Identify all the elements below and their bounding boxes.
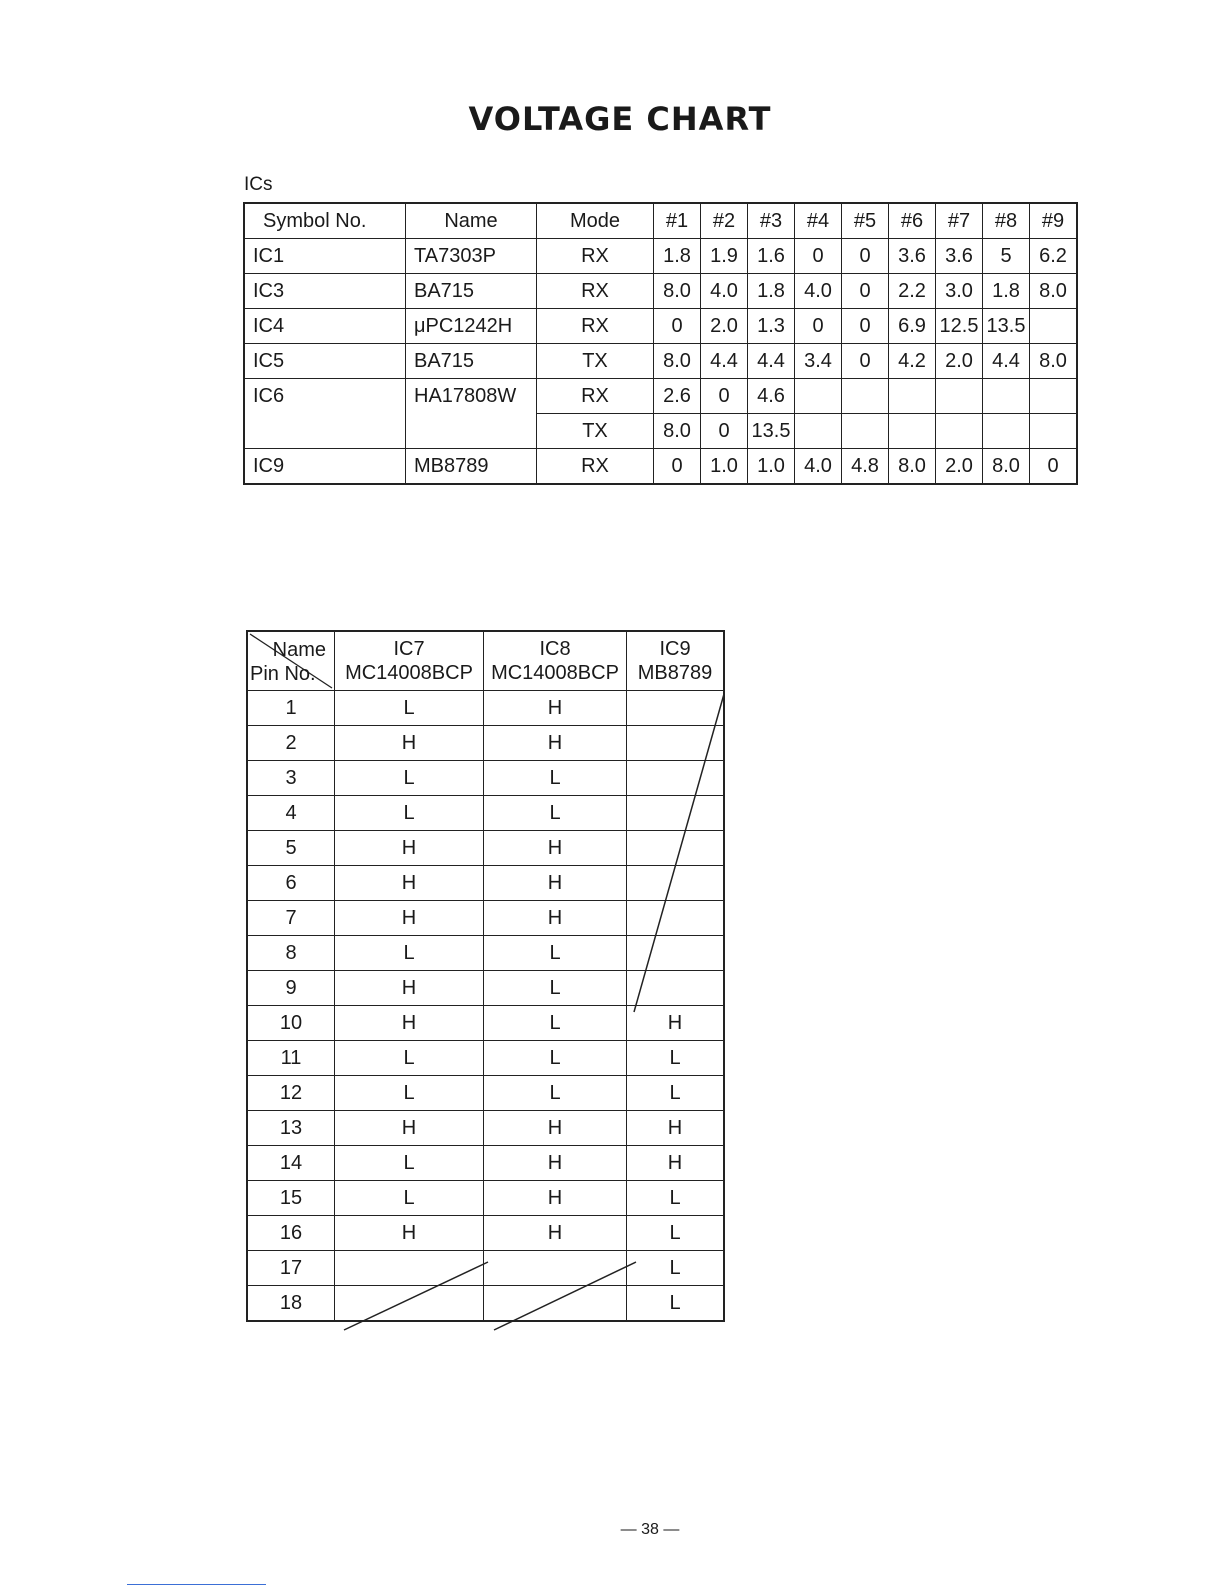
voltage-pin-cell: 0 [795, 239, 842, 274]
voltage-pin-cell [842, 414, 889, 449]
voltage-pin-cell: 3.6 [936, 239, 983, 274]
logic-pin-cell: 3 [247, 761, 335, 796]
voltage-pin-cell [983, 414, 1030, 449]
logic-ic7-cell: H [335, 971, 484, 1006]
voltage-header-cell: Mode [537, 203, 654, 239]
logic-ic8-cell: L [484, 1076, 627, 1111]
logic-column-header [335, 631, 484, 691]
logic-row [247, 1076, 724, 1111]
voltage-pin-cell: 0 [842, 309, 889, 344]
voltage-pin-cell: 4.0 [795, 449, 842, 485]
logic-ic7-cell: H [335, 901, 484, 936]
voltage-symbol-cell: IC9 [244, 449, 406, 485]
voltage-pin-cell: 0 [842, 274, 889, 309]
logic-ic9-cell: L [627, 1251, 725, 1286]
logic-ic8-cell: L [484, 796, 627, 831]
voltage-pin-cell [983, 379, 1030, 414]
voltage-name-cell [406, 414, 537, 449]
voltage-pin-cell: 1.8 [748, 274, 795, 309]
voltage-header-row [244, 203, 1077, 239]
voltage-header-cell: Name [406, 203, 537, 239]
logic-row [247, 1181, 724, 1216]
voltage-pin-cell: 8.0 [654, 344, 701, 379]
corner-name-label: Name [272, 639, 326, 661]
voltage-pin-cell [842, 379, 889, 414]
voltage-pin-cell: 6.9 [889, 309, 936, 344]
voltage-pin-cell [1030, 379, 1078, 414]
voltage-name-cell: TA7303P [406, 239, 537, 274]
logic-ic8-cell: L [484, 1041, 627, 1076]
voltage-header-cell: #2 [701, 203, 748, 239]
logic-pin-cell: 8 [247, 936, 335, 971]
column-part-label: MC14008BCP [345, 662, 473, 684]
voltage-pin-cell: 4.4 [701, 344, 748, 379]
voltage-pin-cell: 8.0 [654, 414, 701, 449]
logic-pin-cell: 18 [247, 1286, 335, 1322]
voltage-pin-cell: 8.0 [983, 449, 1030, 485]
logic-ic8-cell: L [484, 936, 627, 971]
voltage-pin-cell [936, 379, 983, 414]
voltage-pin-cell: 0 [795, 309, 842, 344]
voltage-pin-cell: 1.0 [701, 449, 748, 485]
voltage-header-cell: #4 [795, 203, 842, 239]
voltage-pin-cell: 3.6 [889, 239, 936, 274]
voltage-pin-cell: 13.5 [748, 414, 795, 449]
logic-pin-cell: 7 [247, 901, 335, 936]
voltage-pin-cell: 1.8 [654, 239, 701, 274]
voltage-pin-cell: 4.4 [983, 344, 1030, 379]
voltage-header-cell: #1 [654, 203, 701, 239]
voltage-header-cell: #5 [842, 203, 889, 239]
logic-pin-cell: 17 [247, 1251, 335, 1286]
logic-pin-cell: 15 [247, 1181, 335, 1216]
logic-ic9-cell: L [627, 1216, 725, 1251]
logic-ic8-cell: H [484, 866, 627, 901]
logic-ic8-cell: L [484, 761, 627, 796]
voltage-header-cell: Symbol No. [244, 203, 406, 239]
voltage-pin-cell: 8.0 [1030, 274, 1078, 309]
ic9-unused-diagonal [626, 692, 726, 1014]
logic-ic8-cell: H [484, 691, 627, 726]
voltage-pin-cell: 1.0 [748, 449, 795, 485]
voltage-pin-cell: 6.2 [1030, 239, 1078, 274]
voltage-row [244, 414, 1077, 449]
voltage-mode-cell: TX [537, 414, 654, 449]
logic-pin-cell: 5 [247, 831, 335, 866]
voltage-pin-cell: 0 [654, 309, 701, 344]
voltage-mode-cell: RX [537, 449, 654, 485]
corner-header-cell [247, 631, 335, 691]
logic-column-header [484, 631, 627, 691]
logic-row [247, 1146, 724, 1181]
logic-ic9-cell: L [627, 1076, 725, 1111]
voltage-row [244, 379, 1077, 414]
logic-ic9-cell: H [627, 1146, 725, 1181]
logic-ic8-cell: L [484, 1006, 627, 1041]
logic-ic8-cell: H [484, 831, 627, 866]
voltage-pin-cell: 0 [842, 344, 889, 379]
voltage-pin-cell: 4.4 [748, 344, 795, 379]
logic-ic7-cell: H [335, 726, 484, 761]
voltage-pin-cell: 4.6 [748, 379, 795, 414]
logic-ic8-cell: H [484, 901, 627, 936]
voltage-pin-cell: 4.2 [889, 344, 936, 379]
voltage-name-cell: BA715 [406, 274, 537, 309]
voltage-header-cell: #3 [748, 203, 795, 239]
logic-ic9-cell: H [627, 1111, 725, 1146]
voltage-header-cell: #8 [983, 203, 1030, 239]
logic-ic9-cell: L [627, 1041, 725, 1076]
logic-pin-cell: 1 [247, 691, 335, 726]
voltage-pin-cell [1030, 309, 1078, 344]
column-ic-label: IC7 [393, 638, 425, 660]
voltage-pin-cell: 4.0 [701, 274, 748, 309]
voltage-header-cell: #6 [889, 203, 936, 239]
voltage-row [244, 239, 1077, 274]
voltage-row [244, 344, 1077, 379]
logic-ic9-cell: L [627, 1181, 725, 1216]
voltage-name-cell: HA17808W [406, 379, 537, 414]
voltage-symbol-cell [244, 414, 406, 449]
voltage-symbol-cell: IC3 [244, 274, 406, 309]
logic-ic7-cell: L [335, 761, 484, 796]
voltage-pin-cell: 2.0 [936, 449, 983, 485]
voltage-pin-cell [795, 379, 842, 414]
voltage-pin-cell [889, 379, 936, 414]
voltage-symbol-cell: IC1 [244, 239, 406, 274]
voltage-header-cell: #9 [1030, 203, 1078, 239]
voltage-pin-cell: 2.0 [701, 309, 748, 344]
logic-pin-cell: 13 [247, 1111, 335, 1146]
voltage-table [243, 202, 1078, 485]
logic-pin-cell: 2 [247, 726, 335, 761]
voltage-pin-cell: 0 [701, 379, 748, 414]
logic-pin-cell: 4 [247, 796, 335, 831]
voltage-header-cell: #7 [936, 203, 983, 239]
column-ic-label: IC8 [539, 638, 571, 660]
voltage-pin-cell: 0 [842, 239, 889, 274]
voltage-pin-cell: 12.5 [936, 309, 983, 344]
voltage-pin-cell: 1.8 [983, 274, 1030, 309]
logic-ic7-cell: L [335, 796, 484, 831]
logic-ic7-cell: L [335, 1041, 484, 1076]
column-part-label: MB8789 [637, 662, 713, 684]
logic-pin-cell: 9 [247, 971, 335, 1006]
voltage-pin-cell [1030, 414, 1078, 449]
voltage-pin-cell: 4.0 [795, 274, 842, 309]
voltage-pin-cell: 1.9 [701, 239, 748, 274]
logic-column-header [627, 631, 725, 691]
voltage-pin-cell: 4.8 [842, 449, 889, 485]
voltage-pin-cell [889, 414, 936, 449]
voltage-row [244, 449, 1077, 485]
voltage-pin-cell: 2.0 [936, 344, 983, 379]
voltage-mode-cell: TX [537, 344, 654, 379]
logic-pin-cell: 10 [247, 1006, 335, 1041]
voltage-pin-cell: 2.6 [654, 379, 701, 414]
logic-ic8-cell: H [484, 1146, 627, 1181]
voltage-mode-cell: RX [537, 274, 654, 309]
voltage-pin-cell: 3.4 [795, 344, 842, 379]
logic-header-row [247, 631, 724, 691]
voltage-symbol-cell: IC5 [244, 344, 406, 379]
logic-ic7-cell: L [335, 691, 484, 726]
logic-ic7-cell: H [335, 1006, 484, 1041]
logic-row [247, 1111, 724, 1146]
voltage-name-cell: MB8789 [406, 449, 537, 485]
logic-ic7-cell: H [335, 1216, 484, 1251]
page-number: — 38 — [620, 1521, 680, 1538]
voltage-mode-cell: RX [537, 309, 654, 344]
logic-row [247, 1041, 724, 1076]
logic-ic7-cell: H [335, 1111, 484, 1146]
logic-ic8-cell: H [484, 1181, 627, 1216]
logic-ic8-cell: H [484, 726, 627, 761]
logic-pin-cell: 11 [247, 1041, 335, 1076]
logic-ic7-cell: L [335, 1181, 484, 1216]
logic-pin-cell: 12 [247, 1076, 335, 1111]
voltage-row [244, 309, 1077, 344]
voltage-pin-cell [936, 414, 983, 449]
logic-ic7-cell: H [335, 831, 484, 866]
voltage-pin-cell: 3.0 [936, 274, 983, 309]
ic7-ic8-unused-diagonal [340, 1260, 640, 1332]
column-part-label: MC14008BCP [491, 662, 619, 684]
logic-ic9-cell: L [627, 1286, 725, 1322]
logic-ic7-cell: L [335, 1146, 484, 1181]
logic-ic8-cell: L [484, 971, 627, 1006]
voltage-pin-cell: 8.0 [654, 274, 701, 309]
corner-pin-label: Pin No. [250, 663, 316, 685]
voltage-name-cell: BA715 [406, 344, 537, 379]
voltage-mode-cell: RX [537, 239, 654, 274]
logic-ic8-cell: H [484, 1111, 627, 1146]
logic-row [247, 1216, 724, 1251]
logic-pin-cell: 14 [247, 1146, 335, 1181]
voltage-symbol-cell: IC6 [244, 379, 406, 414]
voltage-pin-cell: 0 [701, 414, 748, 449]
page-title: VOLTAGE CHART [468, 100, 772, 138]
logic-pin-cell: 6 [247, 866, 335, 901]
voltage-pin-cell: 0 [654, 449, 701, 485]
voltage-pin-cell: 8.0 [889, 449, 936, 485]
column-ic-label: IC9 [659, 638, 691, 660]
voltage-pin-cell: 1.3 [748, 309, 795, 344]
logic-ic8-cell: H [484, 1216, 627, 1251]
logic-ic7-cell: L [335, 1076, 484, 1111]
voltage-name-cell: μPC1242H [406, 309, 537, 344]
voltage-row [244, 274, 1077, 309]
voltage-pin-cell: 2.2 [889, 274, 936, 309]
logic-pin-cell: 16 [247, 1216, 335, 1251]
logic-ic7-cell: H [335, 866, 484, 901]
voltage-pin-cell: 8.0 [1030, 344, 1078, 379]
voltage-pin-cell [795, 414, 842, 449]
voltage-pin-cell: 5 [983, 239, 1030, 274]
voltage-pin-cell: 13.5 [983, 309, 1030, 344]
voltage-pin-cell: 0 [1030, 449, 1078, 485]
logic-ic9-cell: H [627, 1006, 725, 1041]
section-label: ICs [244, 174, 273, 195]
logic-ic7-cell: L [335, 936, 484, 971]
voltage-mode-cell: RX [537, 379, 654, 414]
voltage-pin-cell: 1.6 [748, 239, 795, 274]
voltage-symbol-cell: IC4 [244, 309, 406, 344]
